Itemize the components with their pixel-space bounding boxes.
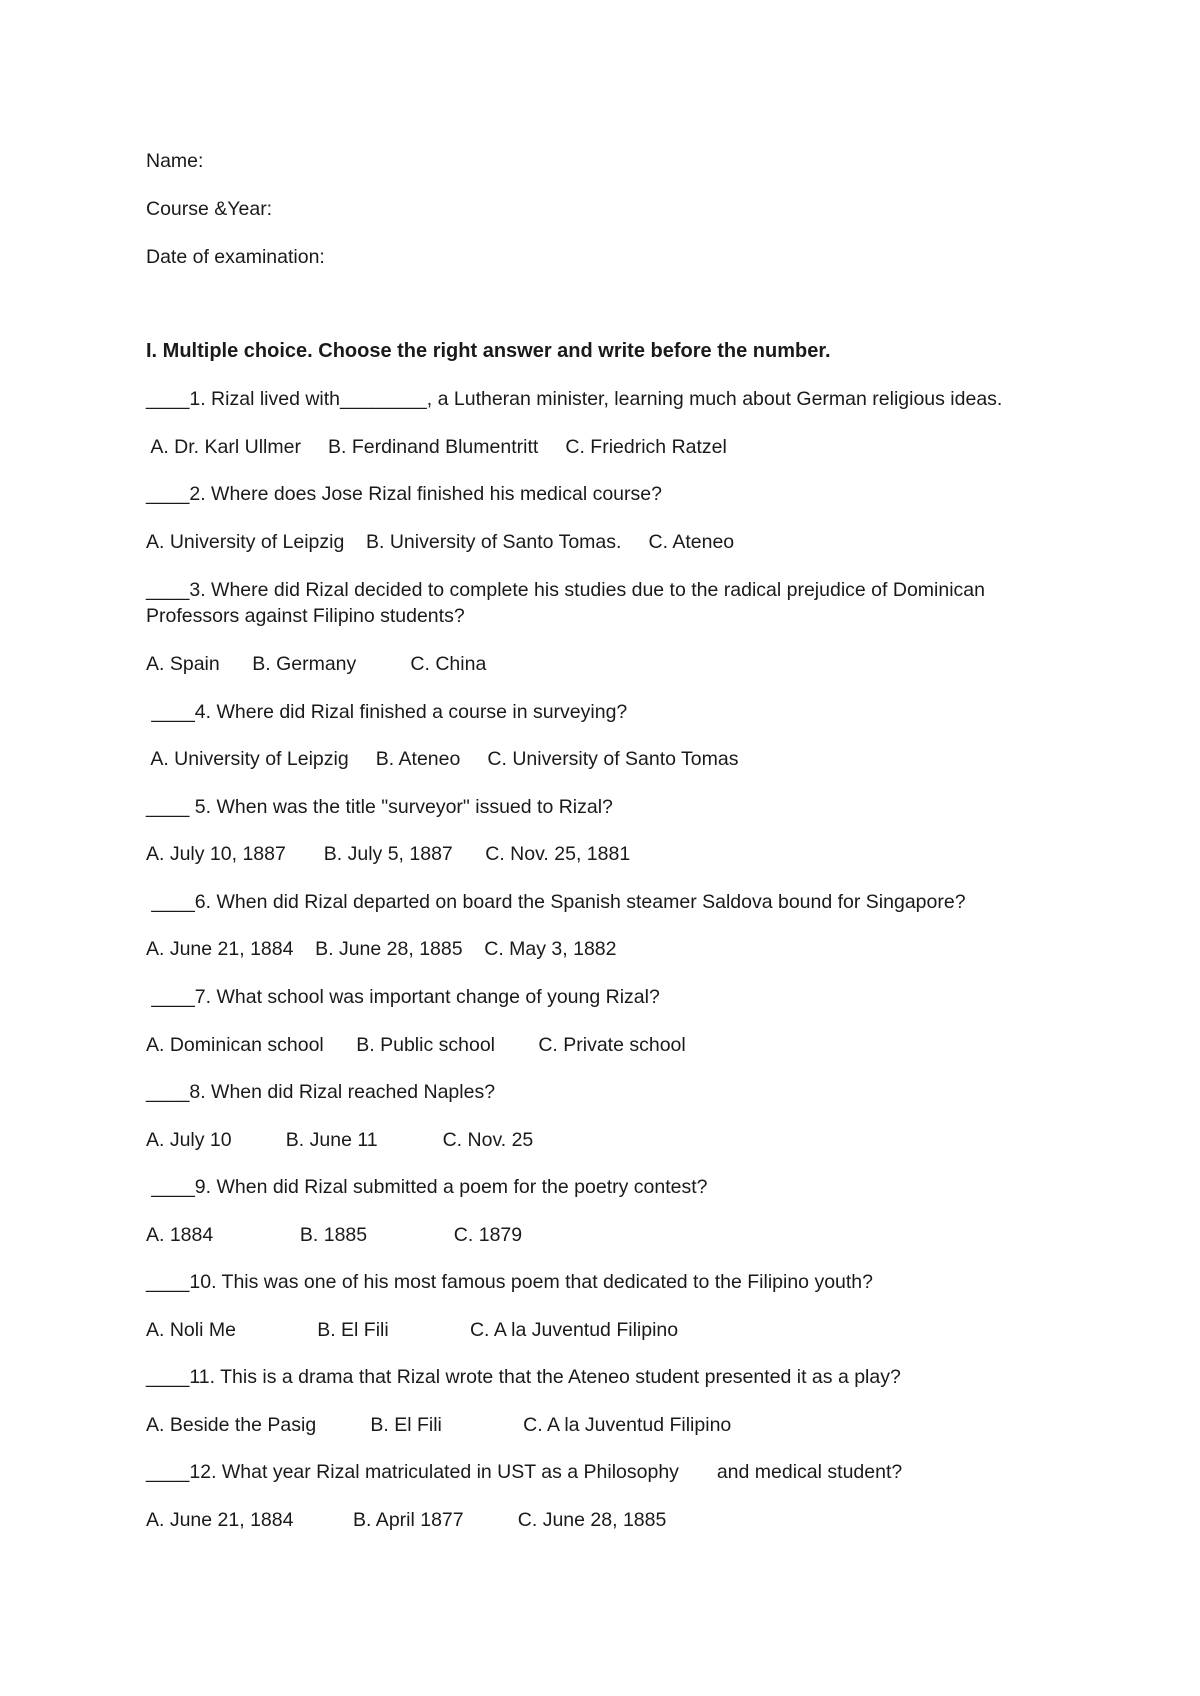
question-3: ____3. Where did Rizal decided to complete his studies due to the radical prejudice of Dominican Professors against Filipino students? — [146, 579, 985, 627]
choices-10: A. Noli Me B. El Fili C. A la Juventud Filipino — [146, 1319, 679, 1341]
choices-5: A. July 10, 1887 B. July 5, 1887 C. Nov. 25, 1881 — [146, 843, 631, 865]
question-4: ____4. Where did Rizal finished a course in surveying? — [146, 701, 628, 723]
date-of-examination-label: Date of examination: — [146, 246, 325, 268]
question-2: ____2. Where does Jose Rizal finished his medical course? — [146, 483, 662, 505]
question-5: ____ 5. When was the title "surveyor" issued to Rizal? — [146, 796, 613, 818]
choices-7: A. Dominican school B. Public school C. Private school — [146, 1034, 686, 1056]
question-1: ____1. Rizal lived with________, a Lutheran minister, learning much about German religious ideas. — [146, 388, 1003, 410]
choices-1: A. Dr. Karl Ullmer B. Ferdinand Blumentritt C. Friedrich Ratzel — [146, 436, 727, 458]
name-label: Name: — [146, 150, 204, 172]
choices-8: A. July 10 B. June 11 C. Nov. 25 — [146, 1129, 534, 1151]
section-title: I. Multiple choice. Choose the right answer and write before the number. — [146, 340, 831, 362]
question-9: ____9. When did Rizal submitted a poem for the poetry contest? — [146, 1176, 708, 1198]
question-7: ____7. What school was important change of young Rizal? — [146, 986, 660, 1008]
choices-2: A. University of Leipzig B. University of Santo Tomas. C. Ateneo — [146, 531, 735, 553]
choices-12: A. June 21, 1884 B. April 1877 C. June 28, 1885 — [146, 1509, 667, 1531]
choices-9: A. 1884 B. 1885 C. 1879 — [146, 1224, 523, 1246]
question-10: ____10. This was one of his most famous poem that dedicated to the Filipino youth? — [146, 1271, 873, 1293]
course-year-label: Course &Year: — [146, 198, 273, 220]
question-6: ____6. When did Rizal departed on board the Spanish steamer Saldova bound for Singapore? — [146, 891, 966, 913]
question-8: ____8. When did Rizal reached Naples? — [146, 1081, 496, 1103]
question-12: ____12. What year Rizal matriculated in UST as a Philosophy and medical student? — [146, 1461, 903, 1483]
choices-3: A. Spain B. Germany C. China — [146, 653, 487, 675]
choices-6: A. June 21, 1884 B. June 28, 1885 C. May 3, 1882 — [146, 938, 617, 960]
question-11: ____11. This is a drama that Rizal wrote that the Ateneo student presented it as a play? — [146, 1366, 901, 1388]
choices-4: A. University of Leipzig B. Ateneo C. University of Santo Tomas — [146, 748, 739, 770]
choices-11: A. Beside the Pasig B. El Fili C. A la Juventud Filipino — [146, 1414, 732, 1436]
